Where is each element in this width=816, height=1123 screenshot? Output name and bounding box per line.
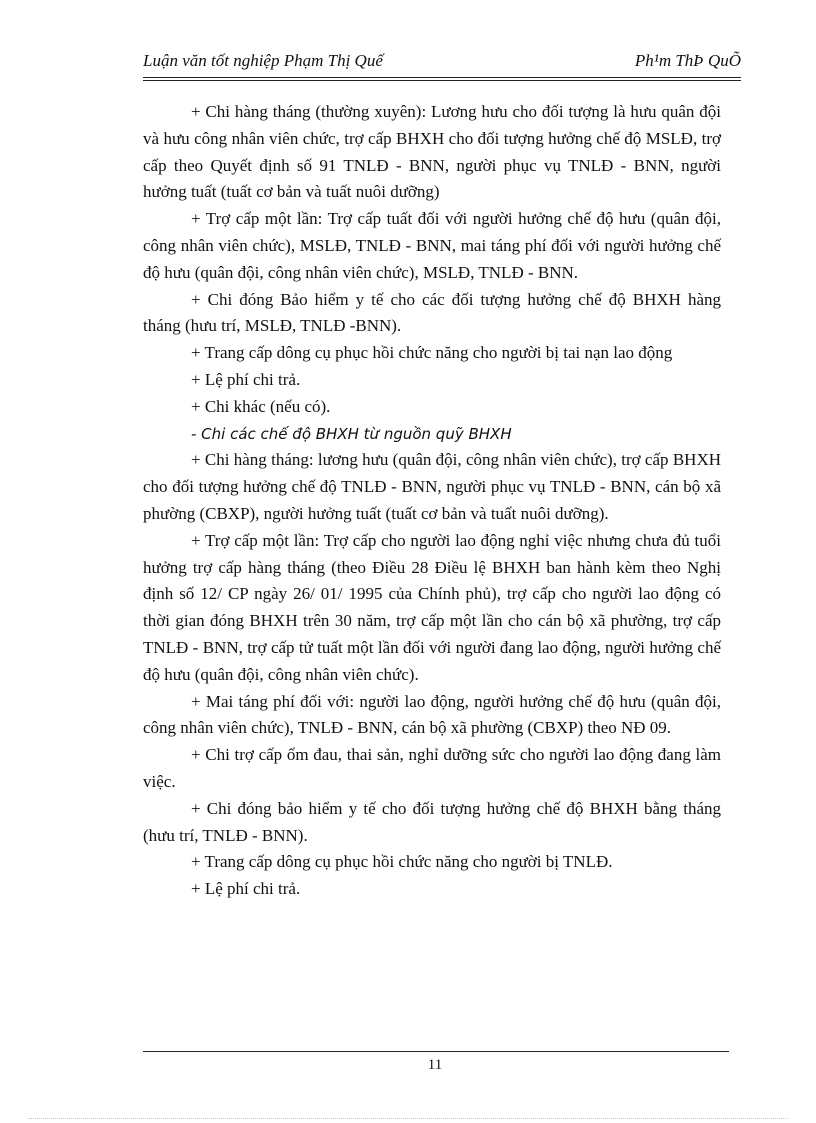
- page-edge-divider: [28, 1118, 788, 1119]
- paragraph: + Chi đóng Bảo hiểm y tế cho các đối tượng hưởng chế độ BHXH hàng tháng (hưu trí, MSLĐ, TNLĐ -BNN).: [143, 289, 721, 336]
- page-header: [143, 47, 741, 78]
- paragraph: + Trang cấp dông cụ phục hồi chức năng cho người bị TNLĐ.: [191, 852, 613, 872]
- paragraph: + Mai táng phí đối với: người lao động, người hưởng chế độ hưu (quân đội, công nhân viên chức), TNLĐ - BNN, cán bộ xã phường (CBXP) theo NĐ 09.: [143, 691, 721, 738]
- paragraph: + Chi khác (nếu có).: [191, 396, 331, 416]
- paragraph: + Lệ phí chi trả.: [191, 369, 301, 389]
- paragraph: + Chi trợ cấp ốm đau, thai sản, nghỉ dưỡng sức cho người lao động đang làm việc.: [143, 745, 721, 791]
- page-number: 11: [427, 1057, 443, 1073]
- paragraph: + Trang cấp dông cụ phục hồi chức năng cho người bị tai nạn lao động: [191, 343, 673, 363]
- paragraph: + Chi hàng tháng: lương hưu (quân đội, công nhân viên chức), trợ cấp BHXH cho đối tượng hưởng chế độ TNLĐ - BNN, người phục vụ TNLĐ - BNN, cán bộ xã phường (CBXP), người hưởng tuất (tuất cơ bản và tuất nuôi dưỡng).: [143, 450, 721, 523]
- paragraph: + Lệ phí chi trả.: [191, 879, 301, 899]
- paragraph: + Trợ cấp một lần: Trợ cấp tuất đối với người hưởng chế độ hưu (quân đội, công nhân viên chức), MSLĐ, TNLĐ - BNN, mai táng phí đối với người hưởng chế độ hưu (quân đội, công nhân viên chức), MSLĐ, TNLĐ - BNN.: [143, 209, 721, 282]
- document-body: [143, 99, 721, 903]
- section-subheading: - Chi các chế độ BHXH từ nguồn quỹ BHXH: [191, 424, 512, 443]
- paragraph: + Trợ cấp một lần: Trợ cấp cho người lao động nghỉ việc nhưng chưa đủ tuổi hưởng trợ cấp hàng tháng (theo Điều 28 Điều lệ BHXH ban hành kèm theo Nghị định số 12/ CP ngày 26/ 01/ 1995 của Chính phủ), trợ cấp cho người lao động có thời gian đóng BHXH trên 30 năm, trợ cấp một lần cho cán bộ xã phường, trợ cấp TNLĐ - BNN, trợ cấp tử tuất một lần đối với người đang lao động, người hưởng chế độ hưu (quân đội, công nhân viên chức).: [143, 530, 721, 684]
- footer-divider: [143, 1051, 729, 1052]
- paragraph: + Chi đóng bảo hiểm y tế cho đối tượng hưởng chế độ BHXH bằng tháng (hưu trí, TNLĐ - BNN).: [143, 798, 721, 845]
- header-title: Luận văn tốt nghiệp Phạm Thị Quế: [143, 51, 383, 70]
- header-author: Ph¹m ThÞ QuÕ: [634, 51, 741, 70]
- paragraph: + Chi hàng tháng (thường xuyên): Lương hưu cho đối tượng là hưu quân đội và hưu công nhân viên chức, trợ cấp BHXH cho đối tượng hưởng chế độ MSLĐ, trợ cấp theo Quyết định số 91 TNLĐ - BNN, người phục vụ TNLĐ - BNN, người hưởng tuất (tuất cơ bản và tuất nuôi dưỡng): [143, 102, 721, 202]
